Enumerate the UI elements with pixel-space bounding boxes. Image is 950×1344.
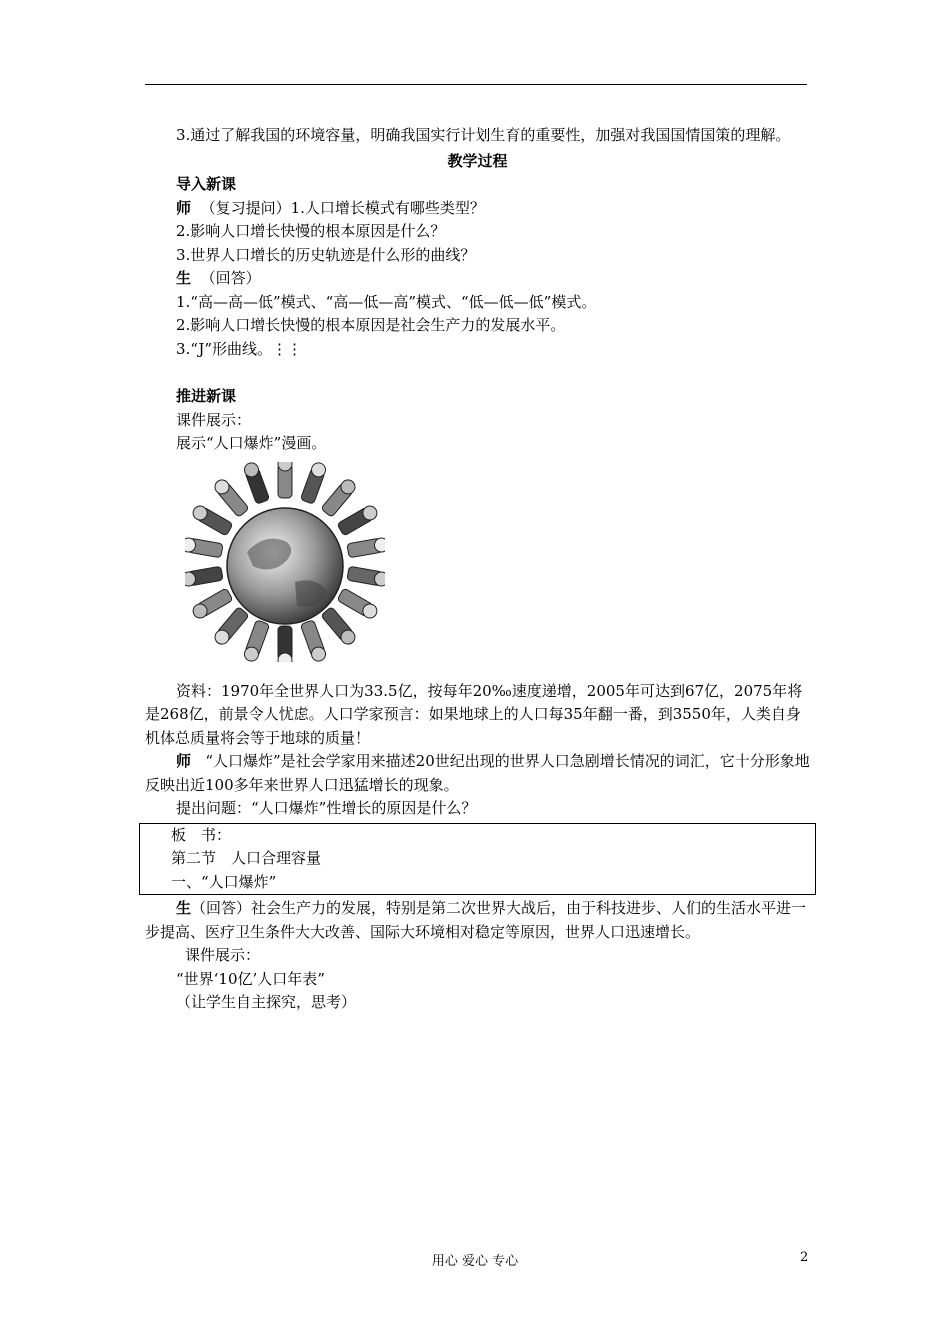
header-rule: [145, 84, 807, 85]
goal-3: 3.通过了解我国的环境容量，明确我国实行计划生育的重要性，加强对我国国情国策的理解。: [176, 126, 791, 144]
student-label: 生: [176, 269, 192, 287]
question-line: 提出问题：“人口爆炸”性增长的原因是什么？: [176, 799, 477, 817]
show-cartoon-line: 展示“人口爆炸”漫画。: [176, 434, 327, 452]
teacher-paragraph-text: “人口爆炸”是社会学家用来描述20世纪出现的世界人口急剧增长情况的词汇，它十分形象地反映出近100多年来世界人口迅猛增长的现象。: [145, 752, 810, 794]
teacher-label: 师: [176, 198, 192, 217]
student-answer-intro: [145, 267, 810, 291]
student-paragraph: [145, 897, 810, 944]
student-answer-tag: （回答）: [200, 269, 261, 287]
board-label: 板 书：: [171, 825, 232, 844]
footer-slogan: 用心 爱心 专心: [431, 1254, 519, 1269]
board-section: 第二节 人口合理容量: [171, 849, 322, 867]
data-paragraph: 资料：1970年全世界人口为33.5亿，按每年20‰速度递增，2005年可达到67亿，2075年将是268亿，前景令人忧虑。人口学家预言：如果地球上的人口每35年翻一番，到3550年，人类自身机体总质量将会等于地球的质量！: [145, 681, 803, 747]
answer-1: 1.“高—高—低”模式、“高—低—高”模式、“低—低—低”模式。: [176, 292, 597, 311]
teacher-label-2: 师: [176, 752, 192, 770]
teacher-question-1: [145, 197, 810, 221]
table-title: “世界‘10亿’人口年表”: [176, 969, 325, 988]
section-title: 教学过程: [447, 151, 508, 170]
advance-heading: 推进新课: [176, 387, 237, 405]
blackboard-box: [139, 823, 816, 896]
courseware-label-1: 课件展示：: [176, 410, 252, 429]
document-body: [145, 124, 810, 1015]
population-explosion-cartoon: [185, 462, 385, 662]
teacher-question-2: 2.影响人口增长快慢的根本原因是什么？: [176, 222, 446, 240]
board-item: 一、“人口爆炸”: [171, 872, 277, 891]
answer-2: 2.影响人口增长快慢的根本原因是社会生产力的发展水平。: [176, 316, 566, 334]
teacher-paragraph: [145, 750, 810, 797]
teacher-question-3: 3.世界人口增长的历史轨迹是什么形的曲线？: [176, 245, 476, 264]
globe-with-people-icon: [185, 462, 385, 662]
courseware-label-2: 课件展示：: [185, 946, 261, 964]
student-label-2: 生: [176, 899, 192, 917]
intro-heading: 导入新课: [176, 175, 237, 193]
spacer: [145, 361, 810, 385]
student-paragraph-text: （回答）社会生产力的发展，特别是第二次世界大战后，由于科技进步、人们的生活水平进一步提高、医疗卫生条件大大改善、国际大环境相对稳定等原因，世界人口迅速增长。: [145, 899, 807, 941]
answer-3: 3.“J”形曲线。⋮⋮: [176, 339, 303, 358]
teacher-q1-text: （复习提问）1.人口增长模式有哪些类型？: [200, 198, 485, 217]
explore-note: （让学生自主探究，思考）: [176, 993, 357, 1011]
page-number: 2: [800, 1250, 809, 1265]
